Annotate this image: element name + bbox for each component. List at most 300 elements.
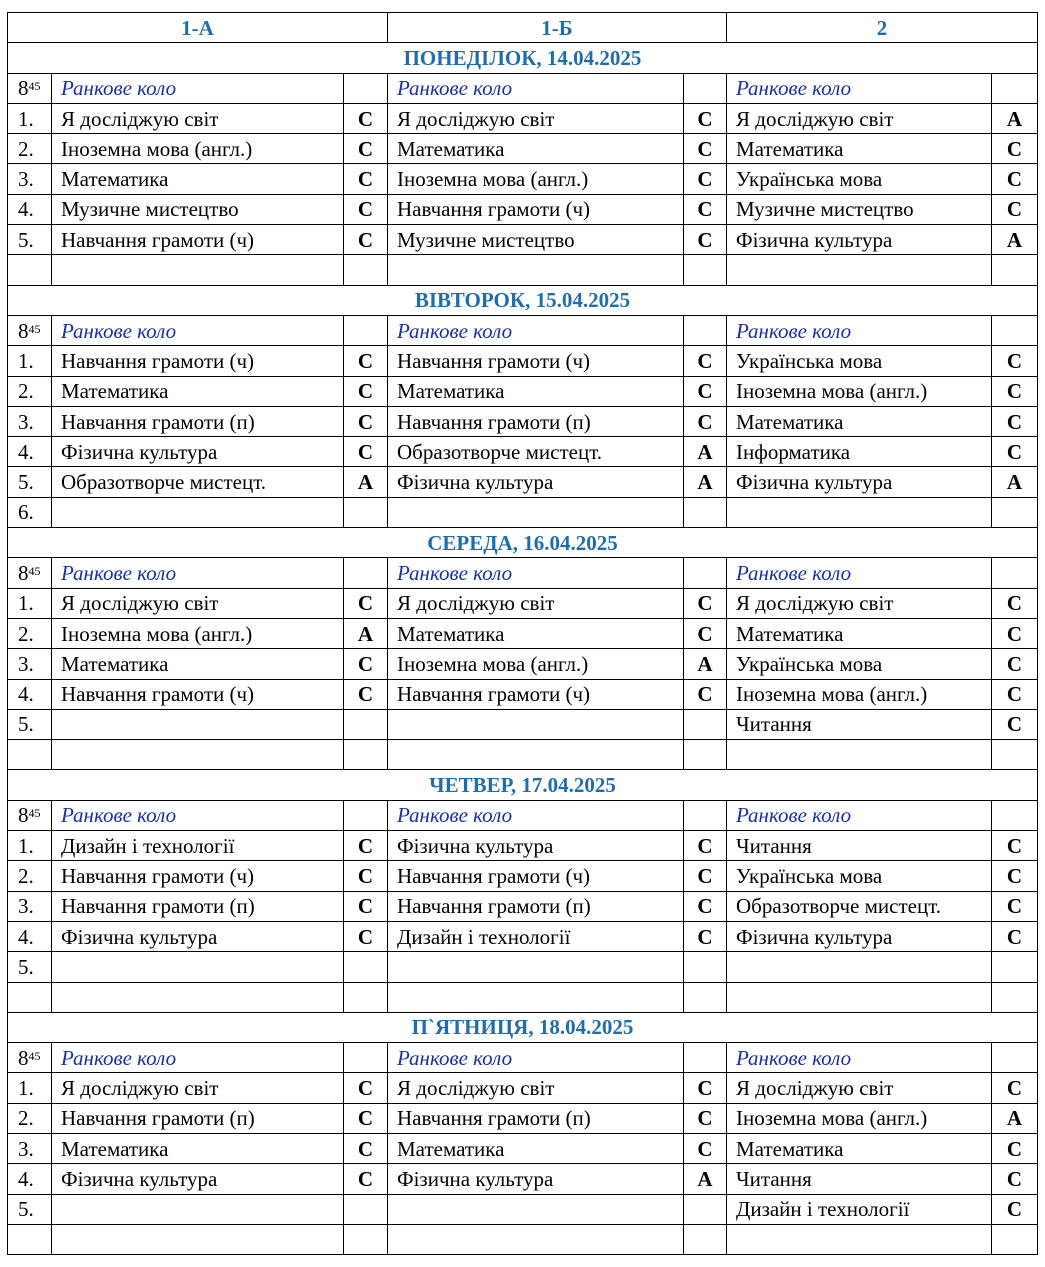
room-type-cell: С <box>992 709 1038 739</box>
subject-cell: Ранкове коло <box>727 73 992 103</box>
lesson-number: 1. <box>8 103 52 133</box>
class-header-row <box>8 13 1038 43</box>
room-type-cell <box>684 982 727 1012</box>
lesson-row <box>8 558 1038 588</box>
lesson-number: 4. <box>8 437 52 467</box>
room-type-cell: С <box>992 831 1038 861</box>
room-type-cell: С <box>992 1194 1038 1224</box>
lesson-row <box>8 164 1038 194</box>
room-type-cell: А <box>344 618 388 648</box>
room-type-cell: С <box>684 194 727 224</box>
lesson-row <box>8 891 1038 921</box>
lesson-number <box>8 982 52 1012</box>
lesson-number: 1. <box>8 588 52 618</box>
room-type-cell: С <box>344 134 388 164</box>
subject-cell: Я досліджую світ <box>52 588 344 618</box>
room-type-cell <box>992 1224 1038 1254</box>
lesson-number: 4. <box>8 1164 52 1194</box>
day-title: ВІВТОРОК, 15.04.2025 <box>8 285 1038 315</box>
subject-cell: Ранкове коло <box>52 558 344 588</box>
lesson-row <box>8 1073 1038 1103</box>
lesson-row <box>8 618 1038 648</box>
subject-cell: Навчання грамоти (п) <box>52 891 344 921</box>
lesson-number: 4. <box>8 679 52 709</box>
subject-cell: Фізична культура <box>388 467 684 497</box>
schedule-table <box>7 12 1038 1255</box>
subject-cell: Дизайн і технології <box>388 921 684 951</box>
room-type-cell <box>992 497 1038 527</box>
room-type-cell: С <box>992 194 1038 224</box>
subject-cell: Дизайн і технології <box>727 1194 992 1224</box>
room-type-cell: С <box>684 1073 727 1103</box>
room-type-cell: А <box>992 467 1038 497</box>
room-type-cell: С <box>992 891 1038 921</box>
room-type-cell: С <box>684 346 727 376</box>
room-type-cell: С <box>684 164 727 194</box>
subject-cell: Ранкове коло <box>388 558 684 588</box>
subject-cell: Фізична культура <box>727 225 992 255</box>
subject-cell: Математика <box>388 376 684 406</box>
lesson-number <box>8 255 52 285</box>
room-type-cell: С <box>992 164 1038 194</box>
subject-cell: Навчання грамоти (ч) <box>388 346 684 376</box>
lesson-number: 5. <box>8 952 52 982</box>
subject-cell: Дизайн і технології <box>52 831 344 861</box>
room-type-cell: С <box>684 921 727 951</box>
subject-cell: Ранкове коло <box>52 800 344 830</box>
subject-cell: Ранкове коло <box>727 800 992 830</box>
lesson-number: 1. <box>8 346 52 376</box>
lesson-row <box>8 831 1038 861</box>
start-minutes: 45 <box>28 563 41 578</box>
room-type-cell: С <box>344 588 388 618</box>
subject-cell: Навчання грамоти (ч) <box>52 346 344 376</box>
lesson-number <box>8 800 52 830</box>
day-title: П`ЯТНИЦЯ, 18.04.2025 <box>8 1012 1038 1042</box>
room-type-cell <box>992 952 1038 982</box>
room-type-cell <box>344 1224 388 1254</box>
room-type-cell <box>684 315 727 345</box>
subject-cell: Навчання грамоти (п) <box>52 406 344 436</box>
lesson-row <box>8 103 1038 133</box>
room-type-cell: С <box>992 134 1038 164</box>
room-type-cell <box>684 558 727 588</box>
class-header-1b: 1-Б <box>388 13 727 43</box>
lesson-number <box>8 315 52 345</box>
subject-cell: Навчання грамоти (ч) <box>52 679 344 709</box>
room-type-cell: А <box>992 103 1038 133</box>
lesson-row <box>8 315 1038 345</box>
subject-cell: Я досліджую світ <box>388 103 684 133</box>
subject-cell: Математика <box>52 649 344 679</box>
subject-cell <box>727 255 992 285</box>
room-type-cell: С <box>344 1103 388 1133</box>
lesson-number: 5. <box>8 467 52 497</box>
subject-cell <box>52 1224 344 1254</box>
room-type-cell: С <box>344 679 388 709</box>
lesson-row <box>8 437 1038 467</box>
subject-cell: Ранкове коло <box>727 315 992 345</box>
start-minutes: 45 <box>28 1048 41 1063</box>
room-type-cell <box>992 73 1038 103</box>
room-type-cell: С <box>684 831 727 861</box>
room-type-cell: А <box>684 1164 727 1194</box>
day-header-row <box>8 770 1038 800</box>
lesson-row <box>8 1224 1038 1254</box>
room-type-cell: А <box>684 437 727 467</box>
room-type-cell: А <box>992 225 1038 255</box>
subject-cell: Українська мова <box>727 649 992 679</box>
lesson-row <box>8 588 1038 618</box>
room-type-cell: С <box>684 103 727 133</box>
lesson-number <box>8 73 52 103</box>
room-type-cell: С <box>344 194 388 224</box>
lesson-row <box>8 1043 1038 1073</box>
room-type-cell <box>344 497 388 527</box>
subject-cell: Ранкове коло <box>388 800 684 830</box>
room-type-cell: С <box>992 437 1038 467</box>
subject-cell: Фізична культура <box>52 921 344 951</box>
room-type-cell: С <box>344 891 388 921</box>
lesson-row <box>8 740 1038 770</box>
subject-cell <box>52 740 344 770</box>
lesson-number: 5. <box>8 1194 52 1224</box>
subject-cell: Я досліджую світ <box>52 103 344 133</box>
subject-cell: Математика <box>52 1133 344 1163</box>
lesson-row <box>8 134 1038 164</box>
room-type-cell: С <box>684 588 727 618</box>
room-type-cell <box>684 255 727 285</box>
lesson-row <box>8 679 1038 709</box>
subject-cell: Музичне мистецтво <box>388 225 684 255</box>
lesson-row <box>8 1194 1038 1224</box>
subject-cell: Навчання грамоти (ч) <box>388 861 684 891</box>
start-hour: 8 <box>18 318 29 343</box>
subject-cell: Іноземна мова (англ.) <box>727 679 992 709</box>
room-type-cell: С <box>344 406 388 436</box>
subject-cell: Фізична культура <box>52 1164 344 1194</box>
subject-cell <box>388 740 684 770</box>
subject-cell: Ранкове коло <box>52 315 344 345</box>
room-type-cell: А <box>344 467 388 497</box>
schedule-body <box>8 13 1038 1255</box>
lesson-number: 3. <box>8 164 52 194</box>
subject-cell: Фізична культура <box>52 437 344 467</box>
room-type-cell <box>684 952 727 982</box>
start-hour: 8 <box>18 803 29 828</box>
lesson-row <box>8 982 1038 1012</box>
subject-cell <box>388 952 684 982</box>
room-type-cell: А <box>684 649 727 679</box>
room-type-cell: С <box>684 406 727 436</box>
start-minutes: 45 <box>28 806 41 821</box>
lesson-number: 2. <box>8 376 52 406</box>
subject-cell <box>52 497 344 527</box>
lesson-number: 3. <box>8 1133 52 1163</box>
room-type-cell: С <box>992 649 1038 679</box>
subject-cell: Фізична культура <box>388 831 684 861</box>
subject-cell: Навчання грамоти (ч) <box>388 194 684 224</box>
room-type-cell <box>992 1043 1038 1073</box>
lesson-row <box>8 649 1038 679</box>
room-type-cell <box>344 73 388 103</box>
room-type-cell: С <box>344 164 388 194</box>
subject-cell: Ранкове коло <box>388 73 684 103</box>
lesson-row <box>8 194 1038 224</box>
subject-cell <box>388 982 684 1012</box>
lesson-row <box>8 861 1038 891</box>
room-type-cell: С <box>344 1164 388 1194</box>
subject-cell: Математика <box>727 134 992 164</box>
lesson-number: 1. <box>8 1073 52 1103</box>
day-header-row <box>8 528 1038 558</box>
subject-cell: Музичне мистецтво <box>727 194 992 224</box>
subject-cell: Математика <box>727 1133 992 1163</box>
subject-cell <box>52 1194 344 1224</box>
class-header-1a: 1-А <box>8 13 388 43</box>
subject-cell: Навчання грамоти (п) <box>52 1103 344 1133</box>
subject-cell: Я досліджую світ <box>727 588 992 618</box>
lesson-number <box>8 740 52 770</box>
subject-cell: Я досліджую світ <box>388 588 684 618</box>
room-type-cell: С <box>992 679 1038 709</box>
subject-cell: Я досліджую світ <box>727 1073 992 1103</box>
start-hour: 8 <box>18 560 29 585</box>
room-type-cell <box>992 740 1038 770</box>
room-type-cell <box>344 558 388 588</box>
subject-cell: Іноземна мова (англ.) <box>727 1103 992 1133</box>
lesson-number: 3. <box>8 406 52 436</box>
room-type-cell <box>992 255 1038 285</box>
room-type-cell <box>684 1043 727 1073</box>
room-type-cell: С <box>684 1103 727 1133</box>
start-minutes: 45 <box>28 321 41 336</box>
room-type-cell <box>684 1194 727 1224</box>
room-type-cell: С <box>344 921 388 951</box>
room-type-cell: С <box>684 618 727 648</box>
subject-cell: Іноземна мова (англ.) <box>52 618 344 648</box>
subject-cell: Навчання грамоти (ч) <box>52 225 344 255</box>
lesson-row <box>8 952 1038 982</box>
subject-cell <box>388 709 684 739</box>
room-type-cell <box>684 740 727 770</box>
room-type-cell: С <box>344 1073 388 1103</box>
room-type-cell <box>344 1194 388 1224</box>
lesson-number: 2. <box>8 618 52 648</box>
lesson-number: 6. <box>8 497 52 527</box>
room-type-cell: С <box>992 376 1038 406</box>
room-type-cell: С <box>344 831 388 861</box>
subject-cell: Фізична культура <box>727 467 992 497</box>
subject-cell: Ранкове коло <box>52 73 344 103</box>
room-type-cell: С <box>992 1073 1038 1103</box>
subject-cell: Математика <box>52 376 344 406</box>
room-type-cell: С <box>684 861 727 891</box>
subject-cell: Іноземна мова (англ.) <box>388 164 684 194</box>
room-type-cell: С <box>344 437 388 467</box>
subject-cell: Українська мова <box>727 164 992 194</box>
subject-cell <box>727 1224 992 1254</box>
subject-cell: Ранкове коло <box>727 558 992 588</box>
subject-cell: Ранкове коло <box>388 1043 684 1073</box>
start-minutes: 45 <box>28 79 41 94</box>
lesson-row <box>8 800 1038 830</box>
subject-cell: Українська мова <box>727 346 992 376</box>
subject-cell: Ранкове коло <box>388 315 684 345</box>
subject-cell: Фізична культура <box>727 921 992 951</box>
subject-cell <box>52 952 344 982</box>
subject-cell <box>388 255 684 285</box>
lesson-number: 3. <box>8 649 52 679</box>
subject-cell: Образотворче мистецт. <box>388 437 684 467</box>
subject-cell: Навчання грамоти (ч) <box>388 679 684 709</box>
subject-cell <box>388 1224 684 1254</box>
lesson-row <box>8 225 1038 255</box>
class-header-2: 2 <box>727 13 1038 43</box>
subject-cell: Математика <box>388 618 684 648</box>
room-type-cell: С <box>992 406 1038 436</box>
room-type-cell <box>344 800 388 830</box>
room-type-cell <box>344 709 388 739</box>
subject-cell: Ранкове коло <box>727 1043 992 1073</box>
room-type-cell: С <box>344 225 388 255</box>
subject-cell <box>727 740 992 770</box>
day-title: СЕРЕДА, 16.04.2025 <box>8 528 1038 558</box>
room-type-cell: С <box>684 134 727 164</box>
room-type-cell <box>684 800 727 830</box>
subject-cell: Навчання грамоти (п) <box>388 1103 684 1133</box>
subject-cell <box>52 982 344 1012</box>
room-type-cell: С <box>992 588 1038 618</box>
subject-cell: Іноземна мова (англ.) <box>727 376 992 406</box>
subject-cell: Навчання грамоти (п) <box>388 891 684 921</box>
lesson-number: 2. <box>8 134 52 164</box>
room-type-cell: С <box>344 376 388 406</box>
lesson-number <box>8 1224 52 1254</box>
lesson-row <box>8 467 1038 497</box>
room-type-cell <box>344 1043 388 1073</box>
subject-cell: Математика <box>52 164 344 194</box>
subject-cell: Українська мова <box>727 861 992 891</box>
subject-cell: Образотворче мистецт. <box>727 891 992 921</box>
start-hour: 8 <box>18 1045 29 1070</box>
lesson-row <box>8 1133 1038 1163</box>
subject-cell: Я досліджую світ <box>388 1073 684 1103</box>
room-type-cell <box>992 800 1038 830</box>
room-type-cell <box>684 709 727 739</box>
subject-cell <box>52 709 344 739</box>
subject-cell: Навчання грамоти (ч) <box>52 861 344 891</box>
subject-cell: Математика <box>727 618 992 648</box>
lesson-number: 2. <box>8 861 52 891</box>
room-type-cell <box>344 982 388 1012</box>
room-type-cell: С <box>992 1164 1038 1194</box>
lesson-number <box>8 1043 52 1073</box>
day-header-row <box>8 43 1038 73</box>
room-type-cell: С <box>344 861 388 891</box>
room-type-cell: С <box>684 679 727 709</box>
room-type-cell: С <box>344 346 388 376</box>
day-title: ПОНЕДІЛОК, 14.04.2025 <box>8 43 1038 73</box>
room-type-cell <box>992 315 1038 345</box>
room-type-cell: С <box>344 1133 388 1163</box>
subject-cell <box>52 255 344 285</box>
room-type-cell <box>344 952 388 982</box>
room-type-cell <box>344 740 388 770</box>
day-title: ЧЕТВЕР, 17.04.2025 <box>8 770 1038 800</box>
start-hour: 8 <box>18 76 29 101</box>
lesson-row <box>8 497 1038 527</box>
subject-cell: Іноземна мова (англ.) <box>388 649 684 679</box>
lesson-row <box>8 73 1038 103</box>
room-type-cell: С <box>992 618 1038 648</box>
room-type-cell <box>992 982 1038 1012</box>
lesson-row <box>8 346 1038 376</box>
subject-cell: Читання <box>727 1164 992 1194</box>
subject-cell: Інформатика <box>727 437 992 467</box>
subject-cell <box>727 497 992 527</box>
subject-cell: Я досліджую світ <box>52 1073 344 1103</box>
subject-cell: Навчання грамоти (п) <box>388 406 684 436</box>
subject-cell: Я досліджую світ <box>727 103 992 133</box>
subject-cell <box>727 982 992 1012</box>
room-type-cell <box>344 255 388 285</box>
room-type-cell <box>684 497 727 527</box>
lesson-row <box>8 709 1038 739</box>
room-type-cell <box>684 73 727 103</box>
room-type-cell: А <box>684 467 727 497</box>
subject-cell: Ранкове коло <box>52 1043 344 1073</box>
subject-cell: Читання <box>727 831 992 861</box>
subject-cell: Математика <box>727 406 992 436</box>
subject-cell <box>727 952 992 982</box>
room-type-cell: С <box>344 103 388 133</box>
subject-cell: Математика <box>388 134 684 164</box>
subject-cell: Музичне мистецтво <box>52 194 344 224</box>
lesson-number <box>8 558 52 588</box>
subject-cell: Фізична культура <box>388 1164 684 1194</box>
room-type-cell: С <box>684 891 727 921</box>
lesson-number: 4. <box>8 194 52 224</box>
room-type-cell <box>992 558 1038 588</box>
room-type-cell: С <box>684 376 727 406</box>
lesson-row <box>8 1164 1038 1194</box>
room-type-cell <box>344 315 388 345</box>
room-type-cell: С <box>992 346 1038 376</box>
room-type-cell: С <box>684 1133 727 1163</box>
room-type-cell: С <box>992 1133 1038 1163</box>
room-type-cell: С <box>992 861 1038 891</box>
lesson-number: 4. <box>8 921 52 951</box>
subject-cell: Образотворче мистецт. <box>52 467 344 497</box>
subject-cell <box>388 497 684 527</box>
lesson-row <box>8 921 1038 951</box>
room-type-cell: А <box>992 1103 1038 1133</box>
lesson-row <box>8 255 1038 285</box>
lesson-row <box>8 376 1038 406</box>
lesson-row <box>8 1103 1038 1133</box>
room-type-cell: С <box>344 649 388 679</box>
subject-cell: Математика <box>388 1133 684 1163</box>
room-type-cell <box>684 1224 727 1254</box>
lesson-number: 5. <box>8 225 52 255</box>
subject-cell <box>388 1194 684 1224</box>
lesson-number: 1. <box>8 831 52 861</box>
lesson-number: 5. <box>8 709 52 739</box>
room-type-cell: С <box>992 921 1038 951</box>
lesson-number: 3. <box>8 891 52 921</box>
subject-cell: Іноземна мова (англ.) <box>52 134 344 164</box>
